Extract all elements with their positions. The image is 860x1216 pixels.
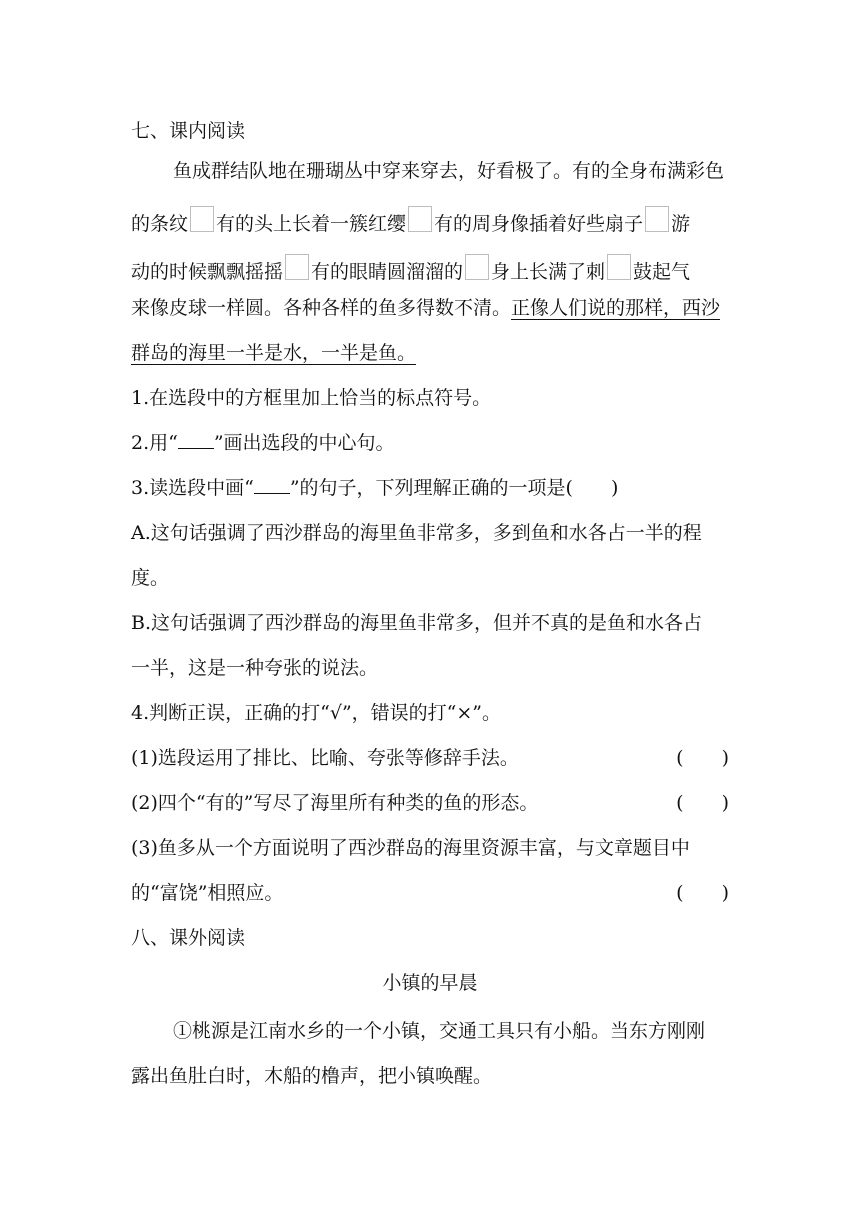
underlined-sentence-part-1: 正像人们说的那样，西沙 <box>511 297 721 319</box>
answer-parentheses-2[interactable]: ( ) <box>676 792 729 814</box>
answer-parentheses-3[interactable]: ( ) <box>676 882 729 904</box>
passage-line-5 <box>131 340 731 366</box>
option-a-line-1: A.这句话强调了西沙群岛的海里鱼非常多，多到鱼和水各占一半的程 <box>131 522 702 544</box>
punctuation-box-3[interactable] <box>645 206 669 232</box>
underlined-sentence-part-2: 群岛的海里一半是水，一半是鱼。 <box>131 342 417 364</box>
section-7-heading: 七、课内阅读 <box>131 120 246 142</box>
answer-parentheses-1[interactable]: ( ) <box>676 747 729 769</box>
underline-blank <box>178 430 214 449</box>
punctuation-box-4[interactable] <box>285 254 309 280</box>
punctuation-box-5[interactable] <box>465 254 489 280</box>
passage-line-2: 的条纹 有的头上长着一簇红缨 有的周身像插着好些扇子 游 <box>131 211 731 238</box>
option-a-line-2: 度。 <box>131 567 170 589</box>
article-title: 小镇的早晨 <box>382 972 478 994</box>
option-b-line-2: 一半，这是一种夸张的说法。 <box>131 657 379 679</box>
question-2: 2.用“ ”画出选段的中心句。 <box>131 432 395 454</box>
section-8-heading: 八、课外阅读 <box>131 927 246 949</box>
passage-line-3: 动的时候飘飘摇摇 有的眼睛圆溜溜的 身上长满了刺 鼓起气 <box>131 259 731 286</box>
passage-line-1: 鱼成群结队地在珊瑚丛中穿来穿去，好看极了。有的全身布满彩色 <box>173 160 725 182</box>
passage-line-4: 来像皮球一样圆。各种各样的鱼多得数不清。正像人们说的那样，西沙 <box>131 297 721 319</box>
question-1: 1.在选段中的方框里加上恰当的标点符号。 <box>131 387 492 409</box>
option-b-line-1: B.这句话强调了西沙群岛的海里鱼非常多，但并不真的是鱼和水各占 <box>131 612 703 634</box>
question-4: 4.判断正误，正确的打“√”，错误的打“×”。 <box>131 702 502 724</box>
punctuation-box-2[interactable] <box>408 206 432 232</box>
statement-3-line-2: 的“富饶”相照应。 ( ) <box>131 882 729 904</box>
punctuation-box-6[interactable] <box>607 254 631 280</box>
statement-2: (2)四个“有的”写尽了海里所有种类的鱼的形态。 ( ) <box>131 792 729 814</box>
statement-3-line-1: (3)鱼多从一个方面说明了西沙群岛的海里资源丰富，与文章题目中 <box>131 837 690 859</box>
question-3: 3.读选段中画“ ”的句子，下列理解正确的一项是( ) <box>131 477 619 499</box>
article-para-1-line-1: ①桃源是江南水乡的一个小镇，交通工具只有小船。当东方刚刚 <box>173 1020 706 1042</box>
article-para-1-line-2: 露出鱼肚白时，木船的橹声，把小镇唤醒。 <box>131 1065 493 1087</box>
punctuation-box-1[interactable] <box>190 206 214 232</box>
underline-blank <box>254 475 290 494</box>
statement-1: (1)选段运用了排比、比喻、夸张等修辞手法。 ( ) <box>131 747 729 769</box>
